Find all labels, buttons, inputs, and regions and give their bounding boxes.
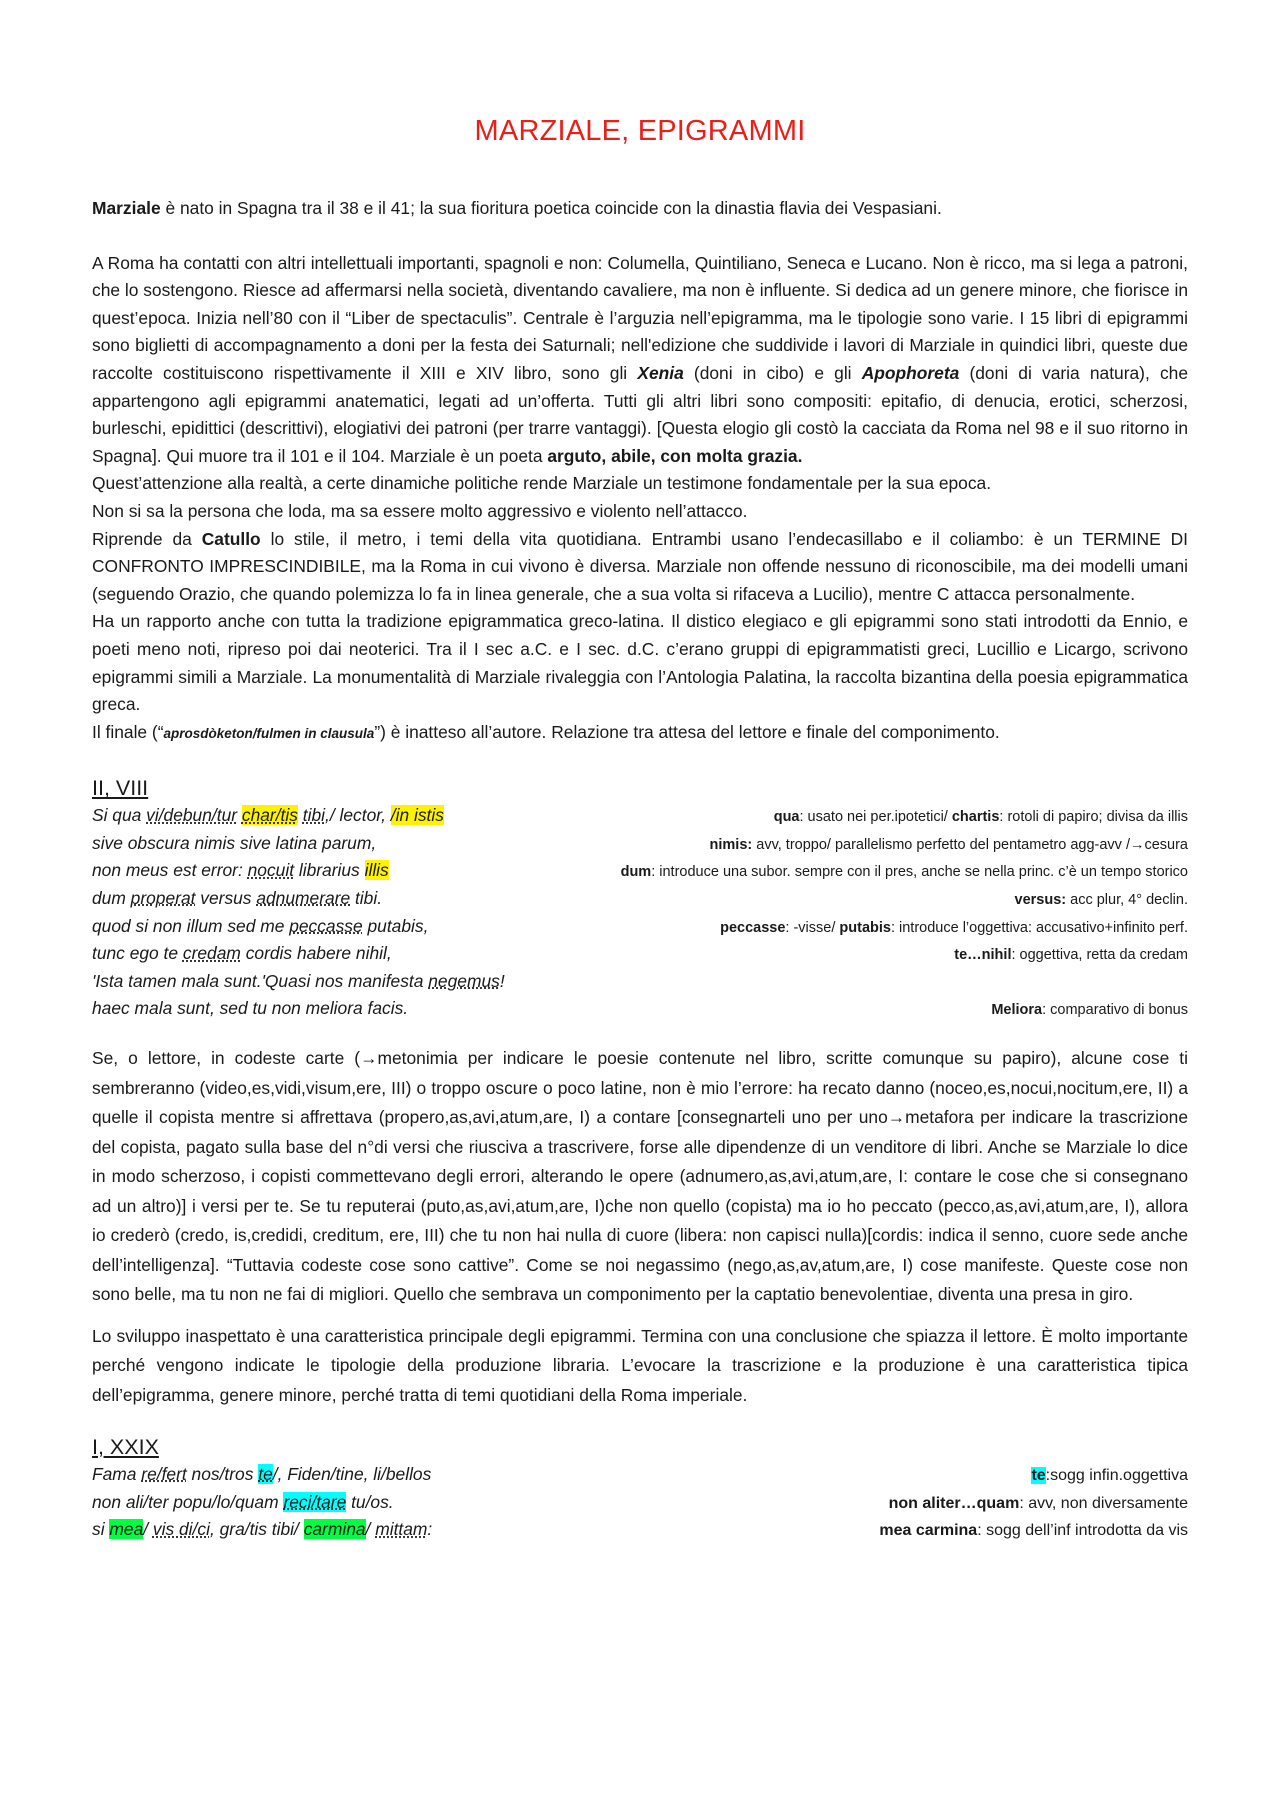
poet-qualities: arguto, abile, con molta grazia.: [547, 445, 803, 466]
verse-note: dum: introduce una subor. sempre con il pres, anche se nella princ. c’è un tempo storico: [620, 864, 1188, 881]
intro-paragraph-5: Riprende da Catullo lo stile, il metro, i temi della vita quotidiana. Entrambi usano l’endecasillabo e il coliambo: è un TERMINE DI CONFRONTO IMPRESCINDIBILE, ma la Roma in cui vivono è diversa. Marziale non offende nessuno di riconoscibile, ma dei modelli umani (seguendo Orazio, che quando polemizza lo fa in linea generale, che a sua volta si rifaceva a Lucilio), mentre C attacca personalmente.: [92, 528, 1188, 604]
intro-paragraph-3: Quest’attenzione alla realtà, a certe dinamiche politiche rende Marziale un testimone fondamentale per la sua epoca.: [92, 473, 992, 494]
verse-row: [92, 916, 1188, 944]
catullo-name: Catullo: [201, 528, 261, 549]
verse-row: [92, 888, 1188, 916]
page-title: MARZIALE, EPIGRAMMI: [474, 115, 806, 147]
verse-row: [92, 833, 1188, 861]
verse-row: [92, 1519, 1188, 1547]
verse-block-i-xxix: [92, 1464, 1188, 1547]
verse-line: non ali/ter popu/lo/quam reci/tare tu/os.: [92, 1491, 394, 1512]
verse-row: [92, 943, 1188, 971]
verse-line: haec mala sunt, sed tu non meliora facis.: [92, 998, 409, 1019]
verse-row: [92, 1464, 1188, 1492]
verse-row: [92, 805, 1188, 833]
verse-note: mea carmina: sogg dell’inf introdotta da vis: [879, 1522, 1188, 1540]
conclusion-paragraph: Lo sviluppo inaspettato è una caratteristica principale degli epigrammi. Termina con una conclusione che spiazza il lettore. È molto importante perché vengono indicate le tipologie della produzione libraria. L’evocare la trascrizione e la produzione è una caratteristica tipica dell’epigramma, genere minore, perché tratta di temi quotidiani della Roma imperiale.: [92, 1325, 1188, 1405]
verse-line: 'Ista tamen mala sunt.'Quasi nos manifesta negemus!: [92, 970, 505, 991]
section-heading-ii-viii: II, VIII: [92, 776, 149, 801]
verse-note: nimis: avv, troppo/ parallelismo perfetto del pentametro agg-avv /→cesura: [709, 836, 1188, 853]
verse-line: non meus est error: nocuit librarius illis: [92, 860, 389, 881]
verse-note: versus: acc plur, 4° declin.: [1014, 892, 1188, 909]
intro-paragraph-7: Il finale (“aprosdòketon/fulmen in clausula”) è inatteso all’autore. Relazione tra attesa del lettore e finale del componimento.: [92, 721, 1000, 742]
section-heading-i-xxix: I, XXIX: [92, 1435, 159, 1460]
verse-note: non aliter…quam: avv, non diversamente: [888, 1494, 1188, 1512]
verse-line: si mea/ vis di/ci, gra/tis tibi/ carmina/ mittam:: [92, 1519, 433, 1540]
aprosdoketon-term: aprosdòketon/fulmen in clausula: [163, 725, 375, 741]
intro-paragraph-4: Non si sa la persona che loda, ma sa essere molto aggressivo e violento nell’attacco.: [92, 500, 748, 521]
verse-line: Fama re/fert nos/tros te/, Fiden/tine, li/bellos: [92, 1464, 432, 1485]
intro-paragraph-1: Marziale è nato in Spagna tra il 38 e il 41; la sua fioritura poetica coincide con la dinastia flavia dei Vespasiani.: [92, 198, 942, 218]
verse-block-ii-viii: [92, 805, 1188, 1026]
verse-note: peccasse: -visse/ putabis: introduce l’oggettiva: accusativo+infinito perf.: [720, 919, 1188, 936]
verse-row: [92, 971, 1188, 999]
xenia-term: Xenia: [637, 362, 684, 383]
verse-row: [92, 998, 1188, 1026]
verse-line: sive obscura nimis sive latina parum,: [92, 832, 377, 853]
verse-line: tunc ego te credam cordis habere nihil,: [92, 943, 392, 964]
verse-row: [92, 1492, 1188, 1520]
apophoreta-term: Apophoreta: [861, 362, 960, 383]
verse-note: Meliora: comparativo di bonus: [991, 1002, 1188, 1019]
intro-paragraph-6: Ha un rapporto anche con tutta la tradizione epigrammatica greco-latina. Il distico elegiaco e gli epigrammi sono stati introdotti da Ennio, e poeti meno noti, ripreso poi dai neoterici. Tra il I sec a.C. e I sec. d.C. c’erano gruppi di epigrammatisti greci, Lucillio e Licargo, scrivono epigrammi simili a Marziale. La monumentalità di Marziale rivaleggia con l’Antologia Palatina, la raccolta bizantina della poesia epigrammatica greca.: [92, 611, 1188, 715]
verse-row: [92, 860, 1188, 888]
verse-line: quod si non illum sed me peccasse putabis,: [92, 915, 429, 936]
translation-paragraph: Se, o lettore, in codeste carte (→metonimia per indicare le poesie contenute nel libro, scritte comunque su papiro), alcune cose ti sembreranno (video,es,vidi,visum,ere, III) o troppo oscure o poco latine, non è mio l’errore: ha recato danno (noceo,es,nocui,nocitum,ere, II) a quelle il copista mentre si affrettava (propero,as,avi,atum,are, I) a contare [consegnarteli uno per uno→metafora per indicare la trascrizione del copista, pagato sulla base del n°di versi che riusciva a trascrivere, forse alle dipendenze di un venditore di libri. Anche se Marziale lo dice in modo scherzoso, i copisti commettevano degli errori, alterando le opere (adnumero,as,avi,atum,are, I: contare le cose che si consegnano ad un altro)] i versi per te. Se tu reputerai (puto,as,avi,atum,are, I)che non quello (copista) ma io ho peccato (pecco,as,avi,atum,are, I), allora io crederò (credo, is,credidi, creditum, ere, III) che tu non hai nulla di cuore (libera: non capisci nulla)[cordis: indica il senno, cuore sede anche dell’intelligenza]. “Tuttavia codeste cose sono cattive”. Come se noi negassimo (nego,as,av,atum,are, I) cose manifeste. Queste cose non sono belle, ma tu non ne fai di migliori. Quello che sembrava un componimento per la captatio benevolentiae, diventa una presa in giro.: [92, 1048, 1188, 1305]
intro-paragraph-2: A Roma ha contatti con altri intellettuali importanti, spagnoli e non: Columella, Quintiliano, Seneca e Lucano. Non è ricco, ma si lega a patroni, che lo sostengono. Riesce ad affermarsi nella società, diventando cavaliere, ma non è influente. Si dedica ad un genere minore, che fiorisce in quest’epoca. Inizia nell’80 con il “Liber de spectaculis”. Centrale è l’arguzia nell’epigramma, ma le tipologie sono varie. I 15 libri di epigrammi sono biglietti di accompagnamento a doni per la festa dei Saturnali; nell'edizione che suddivide i lavori di Marziale in quindici libri, queste due raccolte costituiscono rispettivamente il XIII e XIV libro, sono gli Xenia (doni in cibo) e gli Apophoreta (doni di varia natura), che appartengono agli epigrammi anatematici, legati ad un’offerta. Tutti gli altri libri sono compositi: epitafio, di denucia, erotici, scherzosi, burleschi, epidittici (descrittivi), elogiativi dei patroni (per trarre vantaggi). [Questa elogio gli costò la cacciata da Roma nel 98 e il suo ritorno in Spagna]. Qui muore tra il 101 e il 104. Marziale è un poeta arguto, abile, con molta grazia.: [92, 252, 1188, 466]
verse-note: te…nihil: oggettiva, retta da credam: [954, 947, 1188, 964]
verse-note: te:sogg infin.oggettiva: [1031, 1467, 1188, 1485]
verse-line: Si qua vi/debun/tur char/tis tibi,/ lector, /in istis: [92, 805, 444, 826]
document-page: [92, 0, 1188, 1547]
verse-line: dum properat versus adnumerare tibi.: [92, 888, 383, 909]
marziale-name: Marziale: [92, 198, 161, 218]
verse-note: qua: usato nei per.ipotetici/ chartis: rotoli di papiro; divisa da illis: [773, 809, 1188, 826]
